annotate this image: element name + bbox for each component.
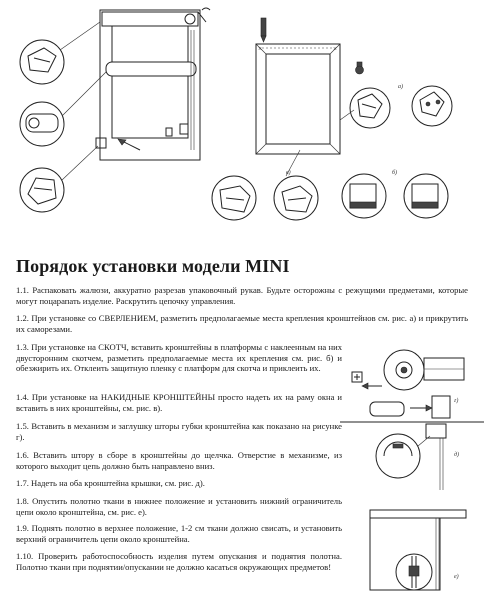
callout-b-tape-right xyxy=(404,174,448,218)
callout-b-tape-left xyxy=(342,169,397,218)
callout-a-drill xyxy=(350,88,390,128)
page-title: Порядок установки модели MINI xyxy=(16,256,290,276)
figure-label-g: г) xyxy=(454,398,459,404)
figure-label-e: е) xyxy=(454,574,459,580)
step-1-9: 1.9. Поднять полотно в верхнее положение, 1-2 см ткани должно свисать, и установить верхний ограничитель цепи около кронштейна. xyxy=(16,523,342,544)
callout-mechanism xyxy=(20,72,106,146)
callout-bracket-bottom xyxy=(20,146,98,212)
svg-text:×: × xyxy=(258,45,262,53)
step-1-2: 1.2. При установке со СВЕРЛЕНИЕМ, разметить предполагаемые места крепления кронштейнов см. рис. а) и прикрутить их саморезами. xyxy=(16,313,468,334)
figure-e-chain-stopper xyxy=(370,510,466,590)
step-1-8: 1.8. Опустить полотно ткани в нижнее положение и установить нижний ограничитель цепи около кронштейна, см. рис. е). xyxy=(16,496,342,517)
figure-g-mechanism xyxy=(352,350,464,418)
step-1-4: 1.4. При установке на НАКИДНЫЕ КРОНШТЕЙНЫ просто надеть их на раму окна и вставить в них кронштейны, см. рис. в). xyxy=(16,392,342,413)
step-1-10: 1.10. Проверить работоспособность изделия путем опускания и поднятия полотна. Полотно ткани при поднятии/опускании не должно касаться окружающих предметов! xyxy=(16,551,342,572)
step-1-7: 1.7. Надеть на оба кронштейна крышки, см. рис. д). xyxy=(16,478,205,488)
svg-text:×: × xyxy=(333,45,337,53)
figure-label-a: а) xyxy=(398,84,403,90)
figure-label-b: б) xyxy=(392,170,398,176)
figure-label-v: в) xyxy=(286,170,291,176)
callout-bracket-top xyxy=(20,22,100,84)
installation-illustration xyxy=(0,0,484,250)
figure-d-cover xyxy=(340,422,484,490)
side-illustrations xyxy=(340,340,484,600)
step-1-5: 1.5. Вставить в механизм и заглушку шторы губки кронштейна как показано на рисунке г). xyxy=(16,421,342,442)
step-1-6: 1.6. Вставить штору в сборе в кронштейны до щелчка. Отверстие в механизме, из которого выходит цепь должно быть направлено вниз. xyxy=(16,450,342,471)
callout-v-clip-right xyxy=(274,176,318,220)
window-frame-drawing xyxy=(256,18,364,154)
roller-blind-drawing xyxy=(96,8,210,160)
step-1-3: 1.3. При установке на СКОТЧ, вставить кронштейны в платформы с наклеенным на них двусторонним скотчем, разметить предполагаемые места их крепления см. рис. б) и обезжирить их. Отклеить защитную пленку с платформ для скотча и приклеить их. xyxy=(16,342,342,374)
figure-label-d: д) xyxy=(454,452,460,458)
step-1-1: 1.1. Распаковать жалюзи, аккуратно разрезав упаковочный рукав. Будьте осторожны с режущими предметами, которые могут поцарапать изделие. Раскрутить цепочку управления. xyxy=(16,285,468,306)
callout-a-screws xyxy=(398,83,452,126)
